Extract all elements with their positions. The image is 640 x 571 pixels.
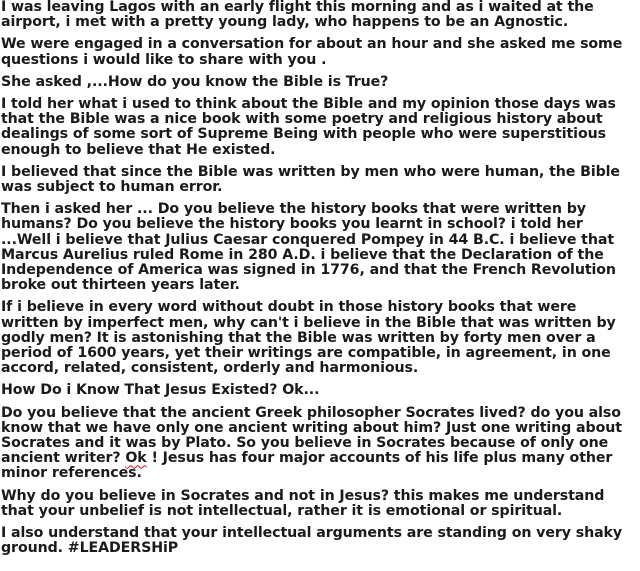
paragraph-9	[1, 406, 640, 482]
text-line: period of 1600 years, yet their writings are compatible, in agreement, in one	[1, 345, 611, 362]
text-line: Marcus Aurelius ruled Rome in 280 A.D. i believe that the Declaration of the	[1, 246, 604, 263]
text-line: accord, related, consistent, orderly and harmonious.	[1, 360, 419, 377]
text-line: I was leaving Lagos with an early flight this morning and as i waited at the	[1, 0, 594, 15]
text-line: Socrates and it was by Plato. So you believe in Socrates because of only one	[1, 435, 609, 452]
text-line: dealings of some sort of Supreme Being with people who were superstitious	[1, 126, 606, 143]
paragraph-4	[1, 97, 640, 158]
paragraph-10	[1, 489, 640, 519]
text-line: Why do you believe in Socrates and not in Jesus? this makes me understand	[1, 487, 605, 504]
text-line: enough to believe that He existed.	[1, 141, 276, 158]
text-line: questions i would like to share with you .	[1, 51, 327, 68]
paragraph-1	[1, 0, 640, 30]
document-body	[1, 0, 640, 564]
text-line: broke out thirteen years later.	[1, 277, 240, 294]
text-line: know that we have only one ancient writing about him? Just one writing about	[1, 419, 622, 436]
text-line: We were engaged in a conversation for about an hour and she asked me some	[1, 36, 623, 53]
text-line: godly men? It is astonishing that the Bible was written by forty men over a	[1, 329, 596, 346]
text-line: I believed that since the Bible was written by men who were human, the Bible	[1, 163, 620, 180]
paragraph-3	[1, 75, 640, 90]
text-fragment: ! Jesus has four major accounts of his life plus many other	[146, 450, 613, 467]
text-line: Do you believe that the ancient Greek philosopher Socrates lived? do you also	[1, 404, 621, 421]
paragraph-7	[1, 300, 640, 376]
paragraph-8-subheading	[1, 383, 640, 398]
text-line: She asked ,...How do you know the Bible is True?	[1, 73, 389, 90]
text-fragment: ancient writer?	[1, 450, 126, 467]
text-line: written by imperfect men, why can't i believe in the Bible that was written by	[1, 314, 616, 331]
text-line: Independence of America was signed in 1776, and that the French Revolution	[1, 262, 616, 279]
text-line: that your unbelief is not intellectual, rather it is emotional or spiritual.	[1, 502, 563, 519]
paragraph-5	[1, 165, 640, 195]
paragraph-11	[1, 526, 640, 556]
text-line	[1, 451, 640, 466]
text-line: that the Bible was a nice book with some poetry and religious history about	[1, 111, 603, 128]
text-line: How Do i Know That Jesus Existed? Ok...	[1, 382, 320, 399]
text-line: I also understand that your intellectual arguments are standing on very shaky	[1, 525, 623, 542]
paragraph-2	[1, 37, 640, 67]
spellcheck-flagged-word[interactable]: Ok	[125, 450, 147, 467]
text-line: Then i asked her ... Do you believe the history books that were written by	[1, 201, 586, 218]
text-line: ground. #LEADERSHiP	[1, 540, 179, 557]
text-line: ...Well i believe that Julius Caesar conquered Pompey in 44 B.C. i believe that	[1, 231, 615, 248]
text-line: airport, i met with a pretty young lady, who happens to be an Agnostic.	[1, 14, 569, 31]
paragraph-6	[1, 202, 640, 293]
text-line: humans? Do you believe the history books you learnt in school? i told her	[1, 216, 583, 233]
text-line: If i believe in every word without doubt in those history books that were	[1, 299, 577, 316]
text-line: was subject to human error.	[1, 179, 223, 196]
text-line: minor references.	[1, 465, 142, 482]
text-line: I told her what i used to think about the Bible and my opinion those days was	[1, 96, 616, 113]
